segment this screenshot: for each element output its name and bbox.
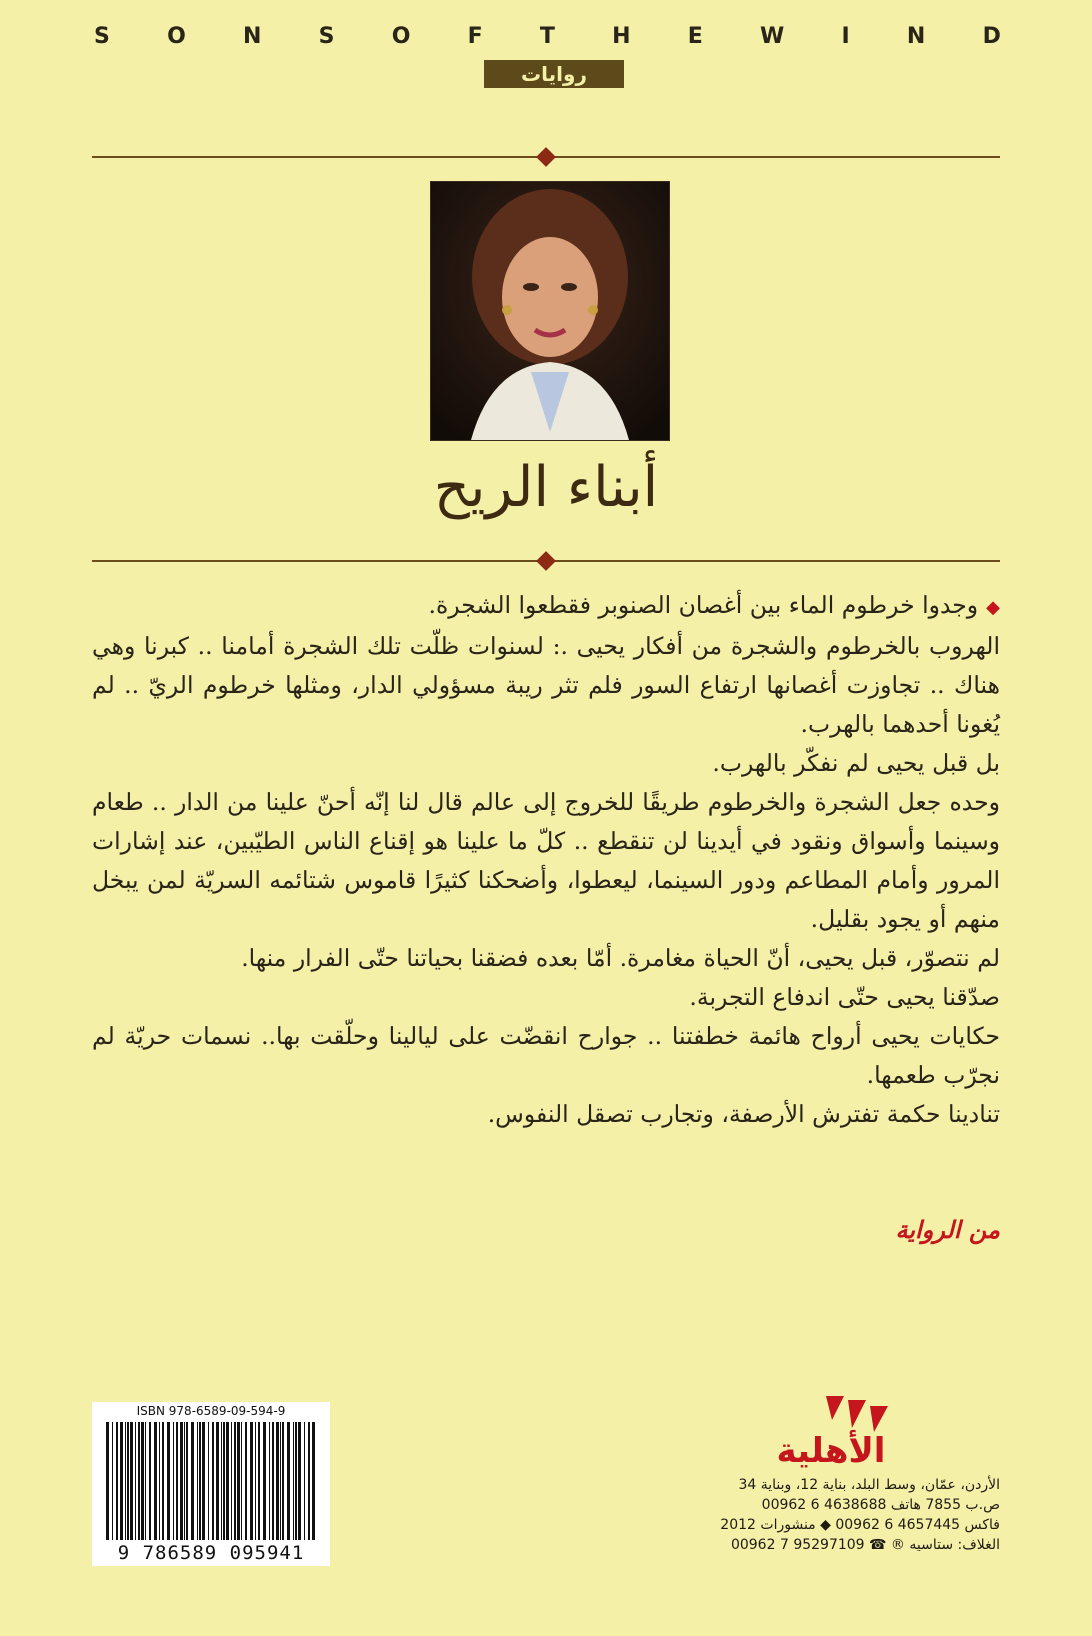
barcode-bar — [226, 1422, 229, 1540]
barcode-bar — [280, 1422, 281, 1540]
title-letter: I — [841, 24, 851, 49]
barcode-bar — [199, 1422, 201, 1540]
barcode-bar — [202, 1422, 205, 1540]
barcode-bar — [276, 1422, 279, 1540]
barcode-bar — [208, 1422, 209, 1540]
barcode-bar — [272, 1422, 274, 1540]
barcode-bar — [255, 1422, 256, 1540]
english-title — [0, 24, 1092, 49]
title-letter: D — [982, 24, 1002, 49]
divider-middle — [92, 551, 1000, 571]
barcode-bar — [154, 1422, 157, 1540]
blurb-paragraph: لم نتصوّر، قبل يحيى، أنّ الحياة مغامرة. أمّا بعده فضقنا بحياتنا حتّى الفرار منها. — [241, 944, 1000, 972]
publisher-info — [660, 1475, 1000, 1555]
barcode-bar — [191, 1422, 194, 1540]
publisher-logo — [766, 1390, 896, 1470]
publisher-address: الأردن، عمّان، وسط البلد، بناية 12، وبناية 34 — [738, 1477, 1000, 1493]
title-letter: H — [612, 24, 632, 49]
title-letter: S — [318, 24, 336, 49]
barcode-bar — [245, 1422, 247, 1540]
author-photo — [430, 181, 670, 441]
isbn-text: ISBN 978-6589-09-594-9 — [136, 1404, 286, 1418]
barcode-bar — [125, 1422, 126, 1540]
barcode-bar — [287, 1422, 290, 1540]
barcode-bar — [282, 1422, 284, 1540]
blurb-paragraph: وحده جعل الشجرة والخرطوم طريقًا للخروج إلى عالم قال لنا إنّه أحنّ علينا من الدار .. طعام وسينما وأسواق ونقود في أيدينا لن تنقطع .. كلّ ما علينا هو إقناع الناس الطيّبين، عند إشارات المرور وأمام المطاعم ودور السينما، ليعطوا، وأضحكنا كثيرًا قاموس شتائمه السريّة لمن يبخل منهم أو يجود بقليل. — [92, 788, 1000, 933]
barcode-bar — [212, 1422, 214, 1540]
book-title: أبناء الريح — [433, 455, 659, 520]
divider-top — [92, 147, 1000, 167]
barcode-bar — [269, 1422, 270, 1540]
title-letter: O — [391, 24, 412, 49]
barcode-bar — [184, 1422, 185, 1540]
barcode-bar — [312, 1422, 315, 1540]
barcode-bar — [295, 1422, 297, 1540]
publisher-po-phone: ص.ب 7855 هاتف 4638688 6 00962 — [761, 1497, 1000, 1513]
barcode-bar — [298, 1422, 301, 1540]
red-diamond-bullet-icon: ◆ — [986, 597, 1000, 618]
barcode-bar — [223, 1422, 225, 1540]
publisher-logo-text: الأهلية — [776, 1431, 886, 1470]
barcode-bar — [141, 1422, 144, 1540]
barcode-bar — [145, 1422, 146, 1540]
barcode-bar — [237, 1422, 240, 1540]
barcode-bar — [167, 1422, 170, 1540]
barcode-bar — [221, 1422, 222, 1540]
barcode-bar — [116, 1422, 118, 1540]
barcode-bar — [308, 1422, 310, 1540]
title-letter: W — [760, 24, 786, 49]
title-letter: E — [687, 24, 704, 49]
diamond-ornament-icon — [536, 147, 556, 167]
cover-credit: الغلاف: ستاسيه ® ☎ 95297109 7 00962 — [730, 1537, 1000, 1553]
barcode-bar — [138, 1422, 140, 1540]
barcode-bar — [304, 1422, 305, 1540]
series-badge: روايات — [484, 60, 624, 88]
barcode-bar — [216, 1422, 219, 1540]
blurb-paragraph: ◆وجدوا خرطوم الماء بين أغصان الصنوبر فقطعوا الشجرة. — [428, 591, 1000, 619]
barcode-bar — [197, 1422, 198, 1540]
blurb-paragraph: صدّقنا يحيى حتّى اندفاع التجربة. — [689, 983, 1000, 1011]
diamond-ornament-icon — [536, 551, 556, 571]
excerpt-source: من الرواية — [895, 1215, 1000, 1244]
blurb-paragraph: تنادينا حكمة تفترش الأرصفة، وتجارب تصقل النفوس. — [487, 1100, 1000, 1128]
barcode-bar — [127, 1422, 129, 1540]
barcode-bar — [231, 1422, 232, 1540]
barcode-bar — [293, 1422, 294, 1540]
blurb-paragraph: حكايات يحيى أرواح هائمة خطفتنا .. جوارح انقضّت على ليالينا وحلّقت بها.. نسمات حريّة لم نجرّب طعمها. — [92, 1022, 1000, 1089]
barcode-bar — [149, 1422, 151, 1540]
title-letter: T — [539, 24, 556, 49]
title-letter: O — [167, 24, 187, 49]
blurb-excerpt — [92, 586, 1000, 1134]
barcode-digits: 9 786589 095941 — [117, 1542, 305, 1564]
barcode-bar — [234, 1422, 236, 1540]
barcode-bar — [162, 1422, 164, 1540]
barcode-bar — [135, 1422, 136, 1540]
blurb-paragraph: بل قبل يحيى لم نفكّر بالهرب. — [712, 749, 1000, 777]
barcode-bar — [263, 1422, 266, 1540]
barcode-bar — [159, 1422, 160, 1540]
title-letter: N — [906, 24, 927, 49]
publisher-fax-year: فاكس 4657445 6 00962 ◆ منشورات 2012 — [720, 1517, 1000, 1533]
barcode-bar — [241, 1422, 242, 1540]
barcode-bar — [186, 1422, 188, 1540]
title-letter: F — [467, 24, 484, 49]
blurb-paragraph: الهروب بالخرطوم والشجرة من أفكار يحيى .: لسنوات ظلّت تلك الشجرة أمامنا .. كبرنا وهي هناك .. تجاوزت أغصانها ارتفاع السور فلم تثر ريبة مسؤولي الدار، ومثلها خرطوم الريّ .. لم يُغونا أحدهما بالهرب. — [92, 632, 1000, 738]
barcode-bar — [130, 1422, 133, 1540]
barcode-bar — [173, 1422, 174, 1540]
barcode-bar — [112, 1422, 113, 1540]
title-letter: S — [94, 24, 111, 49]
barcode-bar — [120, 1422, 123, 1540]
barcode-bar — [250, 1422, 253, 1540]
barcode-bar — [180, 1422, 183, 1540]
barcode-bar — [176, 1422, 178, 1540]
barcode — [92, 1402, 330, 1566]
barcode-bar — [106, 1422, 109, 1540]
barcode-bar — [258, 1422, 260, 1540]
title-letter: N — [243, 24, 263, 49]
